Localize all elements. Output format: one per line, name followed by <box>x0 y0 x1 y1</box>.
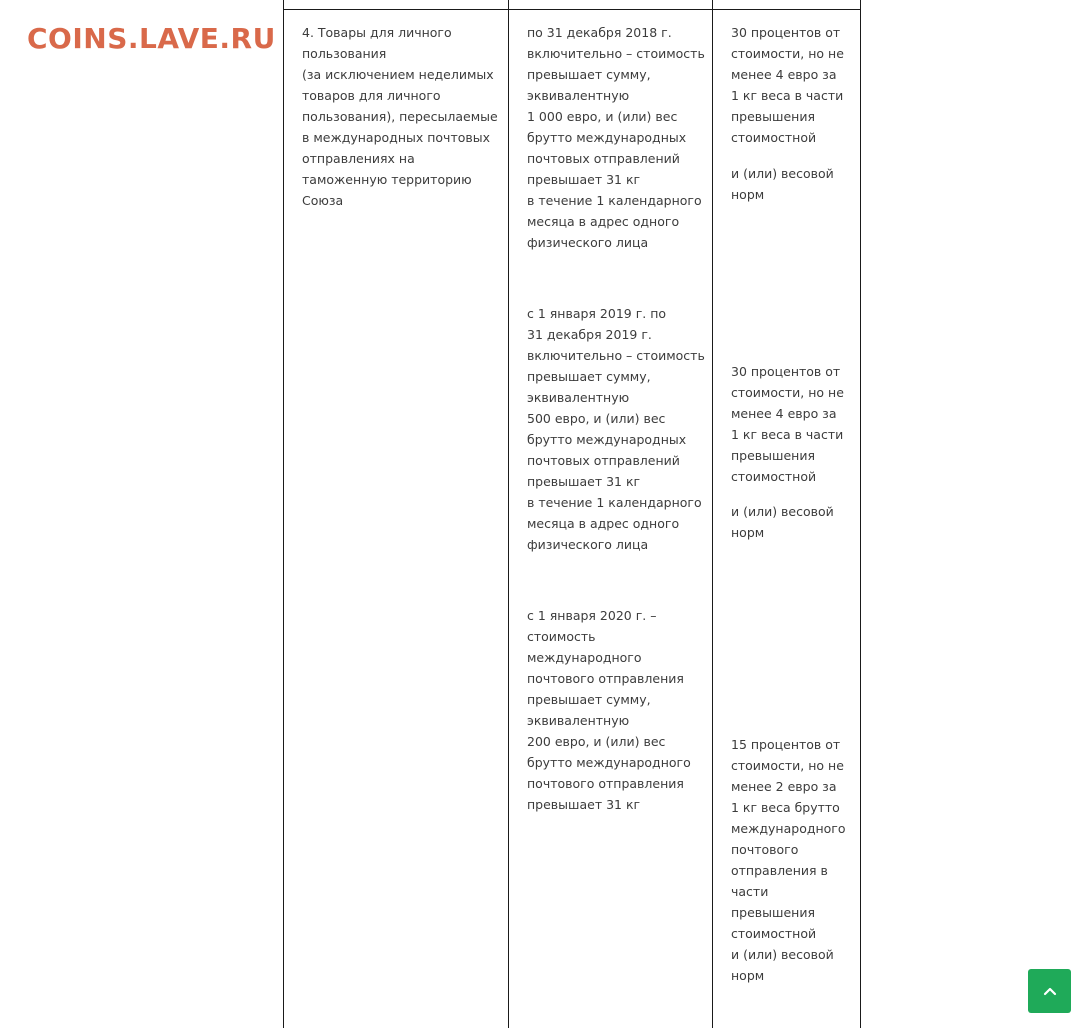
rate-2019-note: и (или) весовой норм <box>731 504 834 540</box>
site-watermark: COINS.LAVE.RU <box>27 22 276 55</box>
rate-2018-note: и (или) весовой норм <box>731 166 834 202</box>
condition-2020: с 1 января 2020 г. – стоимость международного почтового отправления превышает сумму, эквивалентную 200 евро, и (или) вес брутто международного почтового отправления превышает 31 кг <box>527 608 691 812</box>
table-border-left <box>283 0 284 1028</box>
condition-2019: с 1 января 2019 г. по 31 декабря 2019 г. включительно – стоимость превышает сумму, эквивалентную 500 евро, и (или) вес брутто международных почтовых отправлений превышает 31 кг в течение 1 календарного месяца в адрес одного физического лица <box>527 306 705 552</box>
rate-2020: 15 процентов от стоимости, но не менее 2 евро за 1 кг веса брутто международного почтового отправления в части превышения стоимостной и (или) весовой норм <box>731 737 846 983</box>
goods-category-cell: 4. Товары для личного пользования (за исключением неделимых товаров для личного пользования), пересылаемые в международных почтовых отправлениях на таможенную территорию Союза <box>302 25 498 208</box>
column-divider-1 <box>508 0 509 1028</box>
condition-2018: по 31 декабря 2018 г. включительно – стоимость превышает сумму, эквивалентную 1 000 евро, и (или) вес брутто международных почтовых отправлений превышает 31 кг в течение 1 календарного месяца в адрес одного физического лица <box>527 25 705 250</box>
column-divider-2 <box>712 0 713 1028</box>
rate-2018: 30 процентов от стоимости, но не менее 4 евро за 1 кг веса в части превышения стоимостной <box>731 25 844 145</box>
table-top-border <box>283 9 861 10</box>
chevron-up-icon <box>1043 986 1057 996</box>
scroll-to-top-button[interactable] <box>1028 969 1071 1013</box>
rate-2019: 30 процентов от стоимости, но не менее 4 евро за 1 кг веса в части превышения стоимостной <box>731 364 844 484</box>
tariff-table <box>283 0 861 1028</box>
